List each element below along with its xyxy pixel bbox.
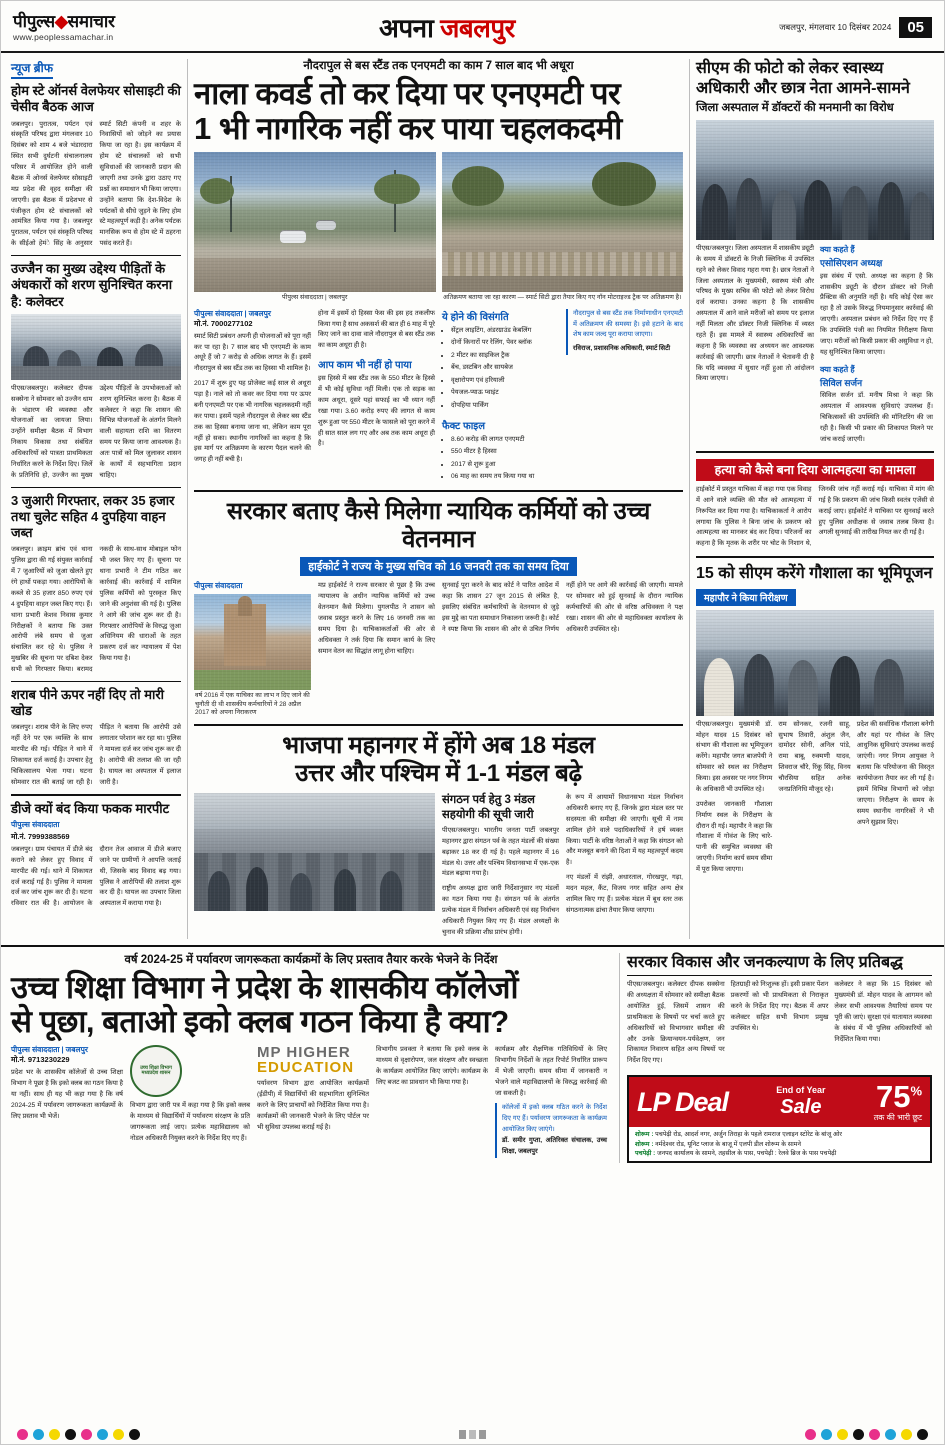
- dj-byline: पीपुल्स संवाददाता: [11, 819, 60, 829]
- dj-mobile: मो.नं. 7999388569: [11, 831, 70, 841]
- quote2-text: सिविल सर्जन डॉ. मनीष मिश्रा ने कहा कि अस्पताल में आवश्यक सुविधाएं उपलब्ध हैं। चिकित्सकों की उपस्थिति की मॉनिटरिंग की जा रही है। किसी भी प्रकार की शिकायत मिलने पर जांच कराई जाएगी।: [820, 392, 933, 443]
- lead-text-2: 2017 में शुरू हुए यह प्रोजेक्ट कई साल से अधूरा पड़ा है। नाले को तो कवर कर दिया गया पर ऊपर बनी एनएमटी पर एक भी नागरिक चहलकदमी नहीं कर पाया। इसमें पहले नौदरापुल से लेकर बस स्टैंड तक का हिस्सा बनाया जाना था, लेकिन काम पूरा नहीं हो सका। स्थानीय नागरिकों का कहना है कि इस मार्ग पर अतिक्रमण के कारण पैदल चलने की जगह ही नहीं बची है।: [194, 380, 311, 464]
- bottom-left-story: [11, 953, 611, 1164]
- ad-row-tag: शोरूम :: [635, 1131, 654, 1139]
- ad-row-tag: शोरूम :: [635, 1140, 654, 1148]
- gaushala-text-3: उपरोक्त जानकारी गौशाला निर्माण स्थल के निरीक्षण के दौरान दी गई। महापौर ने कहा कि गौशाला में गोवंश के लिए चारे-पानी की समुचित व्यवस्था की जाएगी। निर्माण कार्य समय सीमा में पूरा किया जाएगा।: [696, 800, 773, 874]
- quote1-text: इस संबंध में एसो. अध्यक्ष का कहना है कि शासकीय ड्यूटी के दौरान डॉक्टर को निजी प्रैक्टिस की अनुमति नहीं है। यदि कोई ऐसा कर रहा है तो उसके विरुद्ध नियमानुसार कार्रवाई की जाएगी। अस्पताल प्रबंधन को निर्देश दिए गए हैं कि उपस्थिति पंजी का नियमित निरीक्षण किया जाए। मरीजों को किसी प्रकार की असुविधा न हो, यह सुनिश्चित किया जाएगा।: [820, 272, 933, 356]
- gov-headline: उज्जैन का मुख्य उद्देश्य पीड़ितों के अंधकारों को शरण सुनिश्चित करना है: कलेक्टर: [11, 261, 173, 309]
- collector-text-3: कलेक्टर ने कहा कि 15 दिसंबर को मुख्यमंत्री डॉ. मोहन यादव के आगमन को लेकर सभी आवश्यक तैयारियां समय पर पूरी की जाएं। सुरक्षा एवं यातायात व्यवस्था के संबंध में भी पुलिस अधिकारियों को निर्देशित किया गया।: [834, 981, 933, 1043]
- logo-mp-higher: MP HIGHER: [257, 1044, 351, 1062]
- court-text-1: मप्र हाईकोर्ट ने राज्य सरकार से पूछा है कि उच्च न्यायालय के अधीन न्यायिक कर्मियों को उच्च वेतनमान कैसे मिलेगा। युगलपीठ ने शासन को जवाब प्रस्तुत करने के लिए 16 जनवरी तक का समय दिया है। याचिकाकर्ताओं की ओर से अधिवक्ता ने तर्क दिया कि समान कार्य के लिए समान वेतन का सिद्धांत लागू होना चाहिए।: [318, 582, 435, 655]
- court-sub: हाईकोर्ट ने राज्य के मुख्य सचिव को 16 जनवरी तक का समय दिया: [300, 557, 577, 576]
- quote1-name: एसोसिएशन अध्यक्ष: [820, 257, 883, 268]
- list-item: • सेंट्रल लाइटिंग, अंडरग्राउंड केबलिंग: [451, 326, 559, 337]
- ad-sale-word: Sale: [780, 1095, 822, 1118]
- list-item: • 2017 से शुरू हुआ: [451, 460, 559, 471]
- ad-header: [629, 1077, 930, 1127]
- edu-text-3: पर्यावरण विभाग द्वारा आयोजित कार्यक्रमों (ईडीपी) में विद्यार्थियों की सहभागिता सुनिश्चित करने के लिए प्राचार्यों को निर्देशित किया गया है। कार्यक्रमों की जानकारी भेजने के लिए पोर्टल पर भी सुविधा उपलब्ध कराई गई है।: [257, 1080, 369, 1131]
- arrest-body: जबलपुर। क्राइम ब्रांच एवं थाना पुलिस द्वारा की गई संयुक्त कार्रवाई में 7 जुआरियों को जुआ खेलते हुए रंगे हाथों पकड़ा गया। आरोपियों के कब्जे से 35 हजार 850 रुपए एवं 4 दुपहिया वाहन जब्त किए गए। हैं। थाना प्रभारी केशव निवास कुमार निरीक्षकों ने बताया कि उक्त आरोपी लंबे समय से जुआ संचालित कर रहे थे। पुलिस ने मुखबिर की सूचना पर दबिश देकर सभी को गिरफ्तार किया। बरामद नकदी के साथ-साथ मोबाइल फोन भी जब्त किए गए हैं। सूचना पर थाना प्रभारी ने टीम गठित कर कार्रवाई की। कार्रवाई में शामिल पुलिस कर्मियों को पुरस्कृत किए जाने की अनुशंसा की गई है। पुलिस ने आगे की जांच शुरू कर दी है। गिरफ्तार आरोपियों के विरुद्ध जुआ अधिनियम की धाराओं के तहत प्रकरण दर्ज कर न्यायालय में पेश किया गया है।: [11, 545, 181, 682]
- list-item: • 2 मीटर का साइकिल ट्रैक: [451, 351, 559, 362]
- news-brief-header: [11, 59, 181, 79]
- masthead-logo: [13, 13, 115, 42]
- logo-sub: समाचार: [67, 11, 115, 31]
- bottom-block: [1, 945, 944, 1164]
- why-head: ये होने की विसंगति: [442, 311, 509, 323]
- protest-photo: [696, 120, 934, 240]
- road-photo-caption: पीपुल्स संवाददाता | जबलपुर: [282, 294, 348, 302]
- collector-text-2: हितग्राही को निःशुल्क हों। इसी प्रकार पेंशन प्रकरणों को भी प्राथमिकता से निराकृत करने के निर्देश दिए गए। बैठक में अपर कलेक्टर सहित सभी विभाग प्रमुख उपस्थित थे।: [730, 981, 829, 1032]
- collector-text-1: पीएस/जबलपुर। कलेक्टर दीपक सक्सेना की अध्यक्षता में सोमवार को समीक्षा बैठक आयोजित हुई, जिसमें शासन की प्राथमिकता के विषयों पर चर्चा करते हुए अधिकारियों को विभागवार समीक्षा की और उनके क्रियान्वयन-पर्यवेक्षण, जन शिकायत निवारण सहित अन्य विषयों पर निर्देश दिए गए।: [627, 981, 725, 1065]
- column-center: [187, 59, 683, 939]
- bjp-text-3: के रूप में आयामों विधानसभा मंडल निर्वाचन अधिकारी बनाए गए हैं, जिनके द्वारा मंडल स्तर पर सदस्यता की समीक्षा की जाएगी। सूची में नाम शामिल होने वाले पदाधिकारियों ने हर्ष व्यक्त किया। पार्टी के वरिष्ठ नेताओं ने कहा कि संगठन को और मजबूत बनाने की दिशा में यह महत्वपूर्ण कदम है।: [566, 794, 683, 867]
- masthead-url: www.peoplessamachar.in: [13, 31, 114, 42]
- advertisement-lp-deal[interactable]: [627, 1075, 932, 1163]
- edu-text-2: विभाग द्वारा जारी पत्र में कहा गया है कि इको क्लब के माध्यम से विद्यार्थियों में पर्यावरण संरक्षण के प्रति जागरूकता लाई जाए। प्रत्येक महाविद्यालय को नोडल अधिकारी नियुक्त करने के निर्देश दिए गए हैं।: [130, 1102, 250, 1142]
- news-brief-label: न्यूज ब्रीफ: [11, 59, 53, 79]
- lead-mobile: मो.नं. 7000277102: [194, 318, 253, 328]
- dj-body: जबलपुर। ग्राम पंचायत में डीजे बंद कराने को लेकर हुए विवाद में मारपीट की गई। थाने में शिकायत दर्ज कराई गई है। पुलिस ने मामला दर्ज कर जांच शुरू कर दी है। घटना रविवार रात की है। आयोजन के दौरान तेज आवाज में डीजे बजाए जाने पर ग्रामीणों ने आपत्ति जताई थी, जिसके बाद विवाद बढ़ गया। पुलिस ने आरोपियों की तलाश शुरू कर दी है। घायल का उपचार जिला अस्पताल में कराया गया है।: [11, 845, 181, 908]
- gov-body: पीएस/जबलपुर। कलेक्टर दीपक सक्सेना ने सोमवार को उज्जैन धाम के भंडारण की व्यवस्था और योजनाओं का जायजा लिया। उन्होंने समीक्षा बैठक में विभाग निकाय विकास तथा संबंधित अधिकारियों को पात्रता प्राथमिकता निर्धारित करने के निर्देश दिए। जिलें के प्रतिनिधि हो, उज्जैन का मुख्य उद्देश्य पीड़ितों के उपभोक्ताओं को शरण सुनिश्चित करना है। बैठक में कलेक्टर ने कहा कि शासन की विभिन्न योजनाओं के अंतर्गत मिलने वाली सहायता राशि का वितरण समय पर किया जाना आवश्यक है। अतः पात्रों को मिल जुलाकर शासन के कार्यों में सहभागिता प्रदान चाहिए।: [11, 384, 181, 488]
- list-item: • पेयजल-प्याऊ प्वाइंट: [451, 388, 559, 399]
- meeting-photo: [11, 314, 181, 380]
- health-headline: सीएम की फोटो को लेकर स्वास्थ्य अधिकारी और छात्र नेता आमने-सामने: [696, 60, 910, 97]
- title-left: अपना: [379, 13, 434, 43]
- court-text-2: सुनवाई पूरा करने के बाद कोर्ट ने पारित आदेश में कहा कि शासन 27 जून 2015 से लंबित है, इसलिए संबंधित कर्मचारियों के वेतनमान से जुड़े इस मुद्दे का पता समाधान निकालना जरूरी है। कोर्ट ने स्पष्ट किया कि शासन की ओर से उचित निर्णय नहीं होने पर आगे की कार्रवाई की जाएगी। मामले पर सोमवार को हुई सुनवाई के दौरान न्यायिक कर्मचारियों की ओर से वरिष्ठ अधिवक्ता ने पक्ष रखा। शासन की ओर से महाधिवक्ता कार्यालय के अधिकारी उपस्थित रहे।: [442, 582, 683, 633]
- mp-higher-education-logo: [130, 1045, 250, 1097]
- lead-photo-row: [194, 152, 683, 304]
- brief-body: जबलपुर। पुरातत्व, पर्यटन एवं संस्कृति परिषद द्वारा मंगलवार 10 दिसंबर को शाम 4 बजे भंडारदारा स्थित सभी दुर्घटनी संचालनालय परिसर में आयोजित होने वाली बैठक में ओनर्स वेलफेयर सोसाइटी मप्र प्रदेश की वृहद समीक्षा की जाएगी। इस बैठक में प्रदेशभर से पंजीकृत होम स्टे संचालकों को आमंत्रित किया गया है। जबलपुर पुरातत्व, पर्यटन एवं संस्कृति परिषद के सीईओ हेमंे सिंह के अनुसार स्मार्ट सिटी कंपनी व शहर के निवासियों को जोड़ने का प्रयास किया जा रहा है। इस कार्यक्रम में होम स्टे संचालकों को सभी सुविधाओं की जानकारी प्रदान की जाएगी तथा उनके द्वारा उठाए गए प्रश्नों का समाधान भी किया जाएगा। उन्होंने बताया कि देश-विदेश के पर्यटकों से सीधे जुड़ने के लिए होम स्टे महत्वपूर्ण कड़ी है। अनेक पर्यटक मानसिक रूप से होम स्टे में ठहरना पसंद करते हैं।: [11, 120, 181, 257]
- education-seal-icon: उच्च शिक्षा विभाग मध्यप्रदेश शासन: [130, 1045, 182, 1097]
- ad-row-tag: पचपेढ़ी :: [635, 1150, 656, 1158]
- main-grid: [1, 53, 944, 939]
- suicide-body: हाईकोर्ट में प्रस्तुत याचिका में कहा गया एक विवाह में आने वाले व्यक्ति की मौत को आत्महत्या में निरूपित कर दिया गया है। याचिकाकर्ता ने आरोप लगाया कि पुलिस ने बिना जांच के प्रकरण को आत्महत्या का मानकर बंद कर दिया। परिजनों का कहना है कि मृतक के शरीर पर चोट के निशान थे, जिनकी जांच नहीं कराई गई। याचिका में मांग की गई है कि प्रकरण की जांच किसी स्वतंत्र एजेंसी से कराई जाए। हाईकोर्ट ने याचिका पर सुनवाई करते हुए पुलिस अधीक्षक से जवाब तलब किया है। अगली सुनवाई की तारीख नियत कर दी गई है।: [696, 485, 934, 558]
- dateline: जबलपुर, मंगलवार 10 दिसंबर 2024: [779, 21, 892, 32]
- list-item: • वृक्षारोपण एवं हरियाली: [451, 376, 559, 387]
- health-sub: जिला अस्पताल में डॉक्टरों की मनमानी का विरोध: [696, 102, 894, 115]
- color-swatches-right: [805, 1429, 928, 1440]
- gaushala-tag: महापौर ने किया निरीक्षण: [696, 589, 796, 606]
- column-left: [11, 59, 181, 939]
- road-photo: [194, 152, 436, 292]
- lead-byline: पीपुल्स संवाददाता | जबलपुर: [194, 308, 271, 318]
- why-list: [442, 326, 559, 412]
- bjp-headline-2: उत्तर और पश्चिम में 1-1 मंडल बढ़े: [295, 760, 582, 788]
- list-item: • बेंच, डस्टबिन और सायबेज: [451, 363, 559, 374]
- masthead-title: [115, 9, 779, 45]
- quote2-head: क्या कहते हैं: [820, 364, 855, 374]
- masthead: [1, 1, 944, 53]
- edu-eyebrow: वर्ष 2024-25 में पर्यावरण जागरूकता कार्यक्रमों के लिए प्रस्ताव तैयार करके भेजने के निर्देश: [124, 953, 498, 966]
- edu-body-row: [11, 1045, 611, 1158]
- highcourt-photo: [194, 594, 311, 690]
- lead-text-3: होना में इसमें दो हिस्सा फेस की इस हद तकलीफ किया गया है साथ अकसर्श की बात ही 6 माह में पूरे किए जाने का दावा वाले नौदरापुल से बस स्टैंड तक का काम अधूरा ही है।: [318, 309, 435, 350]
- edu-mobile: मो.नं. 9713230229: [11, 1055, 70, 1065]
- ad-brand: LP Deal: [637, 1086, 729, 1117]
- ad-locations: [629, 1127, 930, 1161]
- lead-eyebrow: नौदरापुल से बस स्टैंड तक एनएमटी का काम 7 साल बाद भी अधूरा: [303, 60, 574, 72]
- list-item: • 550 मीटर है हिस्सा: [451, 447, 559, 458]
- health-body-row: [696, 244, 934, 453]
- court-byline: पीपुल्स संवाददाता: [194, 581, 243, 591]
- bottom-right-story: [619, 953, 932, 1164]
- arrest-headline: 3 जुआरी गिरफ्तार, लकर 35 हजार तथा चुलेट सहित 4 दुपहिया वाहन जब्त: [11, 492, 175, 541]
- lead-headline-1: नाला कवर्ड तो कर दिया पर एनएमटी पर: [194, 75, 621, 111]
- masthead-meta: [779, 17, 932, 38]
- brief-headline: होम स्टे ऑनर्स वेलफेयर सोसाइटी की चेसीव बैठक आज: [11, 83, 181, 115]
- list-item: • 06 माह का समय तय किया गया था: [451, 472, 559, 483]
- list-item: • 8.60 करोड़ की लागत एनएमटी: [451, 435, 559, 446]
- bjp-text-2: राष्ट्रीय अध्यक्ष द्वारा जारी निर्देशानुसार नए मंडलों का गठन किया गया है। संगठन पर्व के अंतर्गत प्रत्येक मंडल में निर्वाचन अधिकारी एवं सह निर्वाचन अधिकारी नियुक्त किए गए हैं। मंडल अध्यक्षों के चुनाव की प्रक्रिया शीघ्र प्रारंभ होगी।: [442, 885, 559, 936]
- registration-marks: [459, 1430, 486, 1439]
- nowork-text: इस हिस्से में बस स्टैंड तक के 550 मीटर के हिस्से में भी कोई सुविधा नहीं मिली। एक तो सड़क का काम अधूरा, दूसरे यहां सफाई का भी ध्यान नहीं रखा गया। 3.60 करोड़ रुपए की लागत से काम शुरू हुआ पर 550 मीटर के फासले को पूरा करने में ही सात साल लग गए और अब तक काम अधूरा ही है।: [318, 375, 435, 448]
- page-number: 05: [899, 17, 932, 38]
- bjp-body-row: [194, 793, 683, 939]
- bjp-text-1: पीएस/जबलपुर। भारतीय जनता पार्टी जबलपुर महानगर द्वारा संगठन पर्व के तहत मंडलों की संख्या बढ़ाकर 18 कर दी गई है। पहले महानगर में 16 मंडल थे। उत्तर और पश्चिम विधानसभा में एक-एक मंडल बढ़ाया गया है।: [442, 826, 559, 878]
- gaushala-text-4: प्रदेश की सर्वाधिक गौशाला बनेगी और यहां पर गौवंश के लिए आधुनिक सुविधाएं उपलब्ध कराई जाएंगी। नगर निगम आयुक्त ने बताया कि परियोजना की विस्तृत कार्ययोजना तैयार कर ली गई है। इसमें विभिन्न विभागों को जोड़ा जाएगा। निरीक्षण के समय के समय स्थानीय नागरिकों ने भी अपने सुझाव दिए।: [856, 720, 934, 826]
- bjp-text-4: नए मंडलों में रांझी, अधारताल, गोरखपुर, गढ़ा, मदन महल, कैंट, विजय नगर सहित अन्य क्षेत्र शामिल किए गए हैं। प्रत्येक मंडल में बूथ स्तर तक संगठनात्मक ढांचा तैयार किया जाएगा।: [566, 874, 683, 914]
- ad-row-text: जनपद कार्यालय के सामने, तहसील के पास, पचपेढ़ी : रेलवे ब्रिज के पास पचपेढ़ी: [656, 1150, 837, 1158]
- lead-quote-by: रविराज, प्रशासनिक अधिकारी, स्मार्ट सिटी: [573, 345, 671, 353]
- edu-text-4: विभागीय प्रवक्ता ने बताया कि इको क्लब के माध्यम से वृक्षारोपण, जल संरक्षण और स्वच्छता के कार्यक्रम आयोजित किए जाएंगे। कार्यक्रम के लिए बजट का प्रावधान भी किया गया है।: [376, 1046, 488, 1086]
- color-swatches-left: [17, 1429, 140, 1440]
- edu-text-5: कार्यक्रम और शैक्षणिक गतिविधियों के लिए विभागीय निर्देशों के तहत रिपोर्ट निर्धारित प्रारूप में भेजी जाएगी। समय सीमा में जानकारी न भेजने वाले महाविद्यालयों के विरुद्ध कार्रवाई की जा सकती है।: [495, 1046, 607, 1097]
- edu-byline: पीपुल्स संवाददाता | जबलपुर: [11, 1045, 88, 1055]
- logo-dot-icon: ◆: [54, 11, 68, 31]
- edu-text-1: प्रदेश भर के शासकीय कॉलेजों से उच्च शिक्षा विभाग ने पूछा है कि इको क्लब का गठन किया है या नहीं। साथ ही यह भी कहा गया है कि वर्ष 2024-25 में पर्यावरण जागरूकता कार्यक्रमों के लिए प्रस्ताव भी भेजें।: [11, 1069, 123, 1120]
- ad-row-text: नर्मदेश्वर रोड, यूनिट प्लाज के बाजू में एलपी डील शोरूम के सामने: [655, 1140, 801, 1148]
- court-headline: सरकार बताए कैसे मिलेगा न्यायिक कर्मियों को उच्च वेतनमान: [226, 497, 651, 553]
- gaushala-text-1: पीएस/जबलपुर। मुख्यमंत्री डॉ. मोहन यादव 15 दिसंबर को संभाग की गौशाला का भूमिपूजन करेंगे। महापौर जगत बाजपेयी ने सोमवार को स्थल का निरीक्षण किया। इस अवसर पर नगर निगम के अधिकारी भी उपस्थित रहे।: [696, 720, 773, 793]
- ad-row-text: पचपेढ़ी रोड, आदर्श नगर, अर्जुन तिराहा के पहले रामराज एलाइन स्टोरेट के बांजू ओर: [655, 1131, 842, 1139]
- court-body-row: [194, 581, 683, 726]
- quote1-head: क्या कहते हैं: [820, 244, 855, 254]
- ad-tagline: तक की भारी छूट: [873, 1113, 922, 1123]
- lead-text-1: स्मार्ट सिटी प्रबंधन अपनी ही योजनाओं को पूरा नहीं कर पा रहा है। 7 साल बाद भी एनएमटी के काम अधूरे हैं जो 7 करोड़ से अधिक लागत के हैं। इसमें नौदरापुल से बस स्टैंड तक का हिस्सा भी शामिल है।: [194, 332, 311, 373]
- quote2-name: सिविल सर्जन: [820, 377, 863, 388]
- fact-list: [442, 435, 559, 483]
- hall-photo: [194, 793, 435, 911]
- bjp-sub: संगठन पर्व हेतु 3 मंडल सहयोगी की सूची जारी: [442, 794, 535, 821]
- gaushala-headline: 15 को सीएम करेंगे गौशाला का भूमिपूजन: [696, 565, 933, 583]
- edu-quote: कॉलेजों में इको क्लब गठित करने के निर्देश दिए गए हैं। पर्यावरण जागरूकता के कार्यक्रम आयोजित किए जाएंगे।: [502, 1104, 607, 1134]
- logo-education: EDUCATION: [257, 1059, 355, 1077]
- lead-body-columns: [194, 309, 683, 492]
- list-item: • दोपहिया पार्किंग: [451, 401, 559, 412]
- gaushala-photo: [696, 610, 934, 716]
- ad-percent: 75: [875, 1079, 911, 1115]
- nowork-head: आप काम भी नहीं हो पाया: [318, 360, 412, 372]
- liquor-body: जबलपुर। शराब पीने के लिए रुपए नहीं देने पर एक व्यक्ति के साथ मारपीट की गई। पीड़ित ने थाने में शिकायत दर्ज कराई है। उपचार हेतु चिकित्सालय भेजा गया। घटना सोमवार रात की बताई जा रही है। पीड़ित ने बताया कि आरोपी उसे लगातार परेशान कर रहा था। पुलिस ने मामला दर्ज कर जांच शुरू कर दी है। आरोपी की तलाश की जा रही है। घायल का अस्पताल में इलाज जारी है।: [11, 723, 181, 795]
- rubble-photo-caption: अतिक्रमण बताया जा रहा कारण — स्मार्ट सिटी द्वारा तैयार किए गए नॉन मोटराइज्ड ट्रैक पर अतिक्रमण है।: [443, 294, 682, 302]
- gaushala-body-row: [696, 720, 934, 876]
- lead-quote: नौदरापुल से बस स्टैंड तक निर्माणाधीन एनएमटी में अतिक्रमण की समस्या है। इसे हटाने के बाद शेष काम जल्द पूरा कराया जाएगा।: [573, 309, 683, 339]
- highcourt-caption: वर्ष 2016 में एक याचिका का लाभ न दिए जाने की चुनौती दी थी शासकीय कर्मचारियों ने 28 अप्रैल 2017 को अपना निराकरण: [195, 692, 310, 717]
- print-registration-bar: [1, 1429, 944, 1440]
- lead-headline-2: 1 भी नागरिक नहीं कर पाया चहलकदमी: [194, 110, 622, 146]
- collector-headline: सरकार विकास और जनकल्याण के लिए प्रतिबद्ध: [627, 953, 932, 977]
- edu-headline-2: से पूछा, बताओ इको क्लब गठन किया है क्या?: [11, 1004, 509, 1040]
- logo-main: पीपुल्स: [13, 11, 55, 31]
- fact-head: फैक्ट फाइल: [442, 420, 485, 432]
- dj-headline: डीजे क्यों बंद किया फकक मारपीट: [11, 800, 170, 816]
- bjp-headline-1: भाजपा महानगर में होंगे अब 18 मंडल: [282, 732, 595, 760]
- suicide-headline: हत्या को कैसे बना दिया आत्महत्या का मामला: [696, 459, 934, 481]
- list-item: • दोनों किनारों पर रेलिंग, पेवर ब्लॉक: [451, 338, 559, 349]
- health-body: पीएस/जबलपुर। जिला अस्पताल में शासकीय ड्यूटी के समय में डॉक्टरों के निजी क्लिनिक में उपस्थित रहने को लेकर विवाद गहरा गया है। छात्र नेताओं ने जिला अस्पताल के मुख्यमंत्री, स्वास्थ्य मंत्री और परिषद के मुख्य सचिव की फोटो को लेकर विरोध दर्ज कराया। उनका कहना है कि शासकीय अस्पताल में आने वाले मरीजों को समय पर इलाज नहीं मिलता और डॉक्टर निजी क्लिनिक में व्यस्त रहते हैं। इस मामले में स्वास्थ्य अधिकारियों का कहना है कि व्यवस्था का अध्ययन कर आवश्यक कार्रवाई की जाएगी। छात्र नेताओं ने चेतावनी दी है कि यदि व्यवस्था में सुधार नहीं हुआ तो आंदोलन किया जाएगा।: [696, 244, 814, 383]
- gaushala-text-2: राम सोनकर, रजनी साहू, सुभाष तिवारी, अंशुल जैन, दामोदर सोनी, अनिल पांडे, रामा बाबू, रुक्मणी यादव, शिवराज चौरे, रिंकू सिंह, विनय चौरसिया सहित अनेक जनप्रतिनिधि मौजूद रहे।: [778, 720, 851, 793]
- collector-body-row: [627, 980, 932, 1067]
- edu-quote-by: डॉ. समीर गुप्ता, अतिरिक्त संचालक, उच्च शिक्षा, जबलपुर: [502, 1137, 607, 1155]
- title-right: जबलपुर: [440, 13, 515, 43]
- ad-percent-sign: %: [910, 1083, 922, 1099]
- edu-headline-1: उच्च शिक्षा विभाग ने प्रदेश के शासकीय कॉलेजों: [11, 969, 519, 1005]
- column-right: [689, 59, 934, 939]
- liquor-headline: शराब पीने ऊपर नहीं दिए तो मारी खोड: [11, 686, 165, 719]
- rubble-photo: [442, 152, 684, 292]
- ad-eoy-line: End of Year: [776, 1085, 826, 1096]
